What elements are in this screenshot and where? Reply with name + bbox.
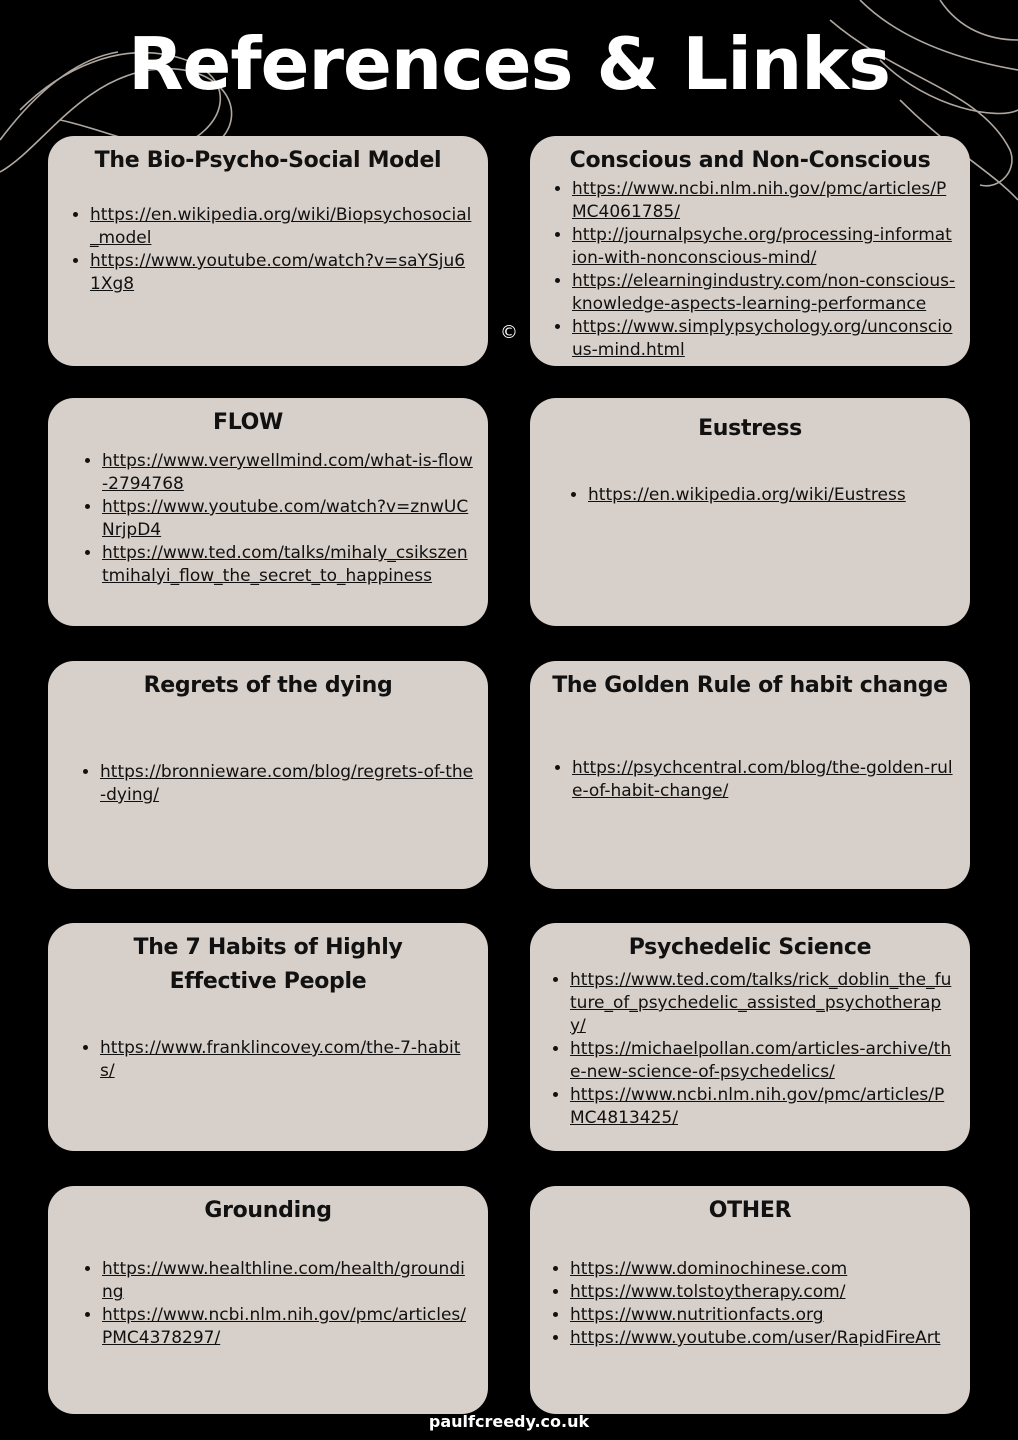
reference-link[interactable]: https://www.ncbi.nlm.nih.gov/pmc/articles/PMC4061785/ bbox=[572, 179, 947, 222]
card-title: FLOW bbox=[212, 410, 284, 435]
reference-link[interactable]: https://bronnieware.com/blog/regrets-of-the-dying/ bbox=[100, 762, 474, 805]
reference-link[interactable]: https://www.youtube.com/watch?v=saYSju61Xg8 bbox=[90, 251, 466, 294]
list-item bbox=[588, 484, 956, 507]
card-7-habits bbox=[48, 923, 488, 1151]
reference-link[interactable]: https://www.youtube.com/watch?v=znwUCNrjpD4 bbox=[102, 497, 469, 540]
card-title: The Golden Rule of habit change bbox=[552, 673, 948, 698]
reference-link[interactable]: https://www.verywellmind.com/what-is-flow-2794768 bbox=[102, 451, 473, 494]
card-title: The Bio-Psycho-Social Model bbox=[94, 148, 442, 173]
reference-link[interactable]: https://www.ted.com/talks/rick_doblin_the_future_of_psychedelic_assisted_psychotherapy/ bbox=[570, 970, 952, 1036]
card-other bbox=[530, 1186, 970, 1414]
card-title: Psychedelic Science bbox=[628, 935, 872, 960]
card-grounding bbox=[48, 1186, 488, 1414]
list-item bbox=[100, 1037, 474, 1083]
page-title: References & Links bbox=[128, 22, 890, 106]
link-list bbox=[544, 969, 956, 1130]
card-golden-rule-habit-change bbox=[530, 661, 970, 889]
list-item bbox=[572, 270, 956, 316]
card-flow bbox=[48, 398, 488, 626]
reference-link[interactable]: https://www.ncbi.nlm.nih.gov/pmc/articles/PMC4813425/ bbox=[570, 1085, 945, 1128]
reference-link[interactable]: https://en.wikipedia.org/wiki/Eustress bbox=[588, 485, 906, 505]
footer-website[interactable]: paulfcreedy.co.uk bbox=[428, 1412, 590, 1431]
reference-link[interactable]: https://www.dominochinese.com bbox=[570, 1259, 848, 1279]
reference-link[interactable]: https://en.wikipedia.org/wiki/Biopsychosocial_model bbox=[90, 205, 472, 248]
list-item bbox=[102, 496, 474, 542]
list-item bbox=[102, 450, 474, 496]
reference-link[interactable]: https://psychcentral.com/blog/the-golden-rule-of-habit-change/ bbox=[572, 758, 953, 801]
reference-link[interactable]: https://www.tolstoytherapy.com/ bbox=[570, 1282, 846, 1302]
list-item bbox=[572, 178, 956, 224]
reference-link[interactable]: https://elearningindustry.com/non-conscious-knowledge-aspects-learning-performance bbox=[572, 271, 956, 314]
link-list bbox=[544, 757, 956, 803]
list-item bbox=[102, 1258, 474, 1304]
link-list bbox=[62, 450, 474, 588]
list-item bbox=[90, 250, 474, 296]
link-list bbox=[62, 204, 474, 296]
reference-link[interactable]: https://www.youtube.com/user/RapidFireArt bbox=[570, 1328, 941, 1348]
card-title: Grounding bbox=[204, 1198, 332, 1223]
reference-link[interactable]: https://michaelpollan.com/articles-archive/the-new-science-of-psychedelics/ bbox=[570, 1039, 952, 1082]
list-item bbox=[570, 1258, 956, 1281]
card-regrets-of-the-dying bbox=[48, 661, 488, 889]
list-item bbox=[102, 542, 474, 588]
card-eustress bbox=[530, 398, 970, 626]
card-title: Regrets of the dying bbox=[143, 673, 393, 698]
link-list bbox=[544, 178, 956, 362]
list-item bbox=[570, 1038, 956, 1084]
link-list bbox=[62, 1037, 474, 1083]
card-conscious-non-conscious bbox=[530, 136, 970, 366]
reference-link[interactable]: https://www.simplypsychology.org/unconscious-mind.html bbox=[572, 317, 953, 360]
list-item bbox=[572, 224, 956, 270]
list-item bbox=[570, 1084, 956, 1130]
list-item bbox=[90, 204, 474, 250]
reference-link[interactable]: http://journalpsyche.org/processing-information-with-nonconscious-mind/ bbox=[572, 225, 952, 268]
reference-link[interactable]: https://www.ted.com/talks/mihaly_csikszentmihalyi_flow_the_secret_to_happiness bbox=[102, 543, 468, 586]
reference-link[interactable]: https://www.healthline.com/health/grounding bbox=[102, 1259, 465, 1302]
card-title: Eustress bbox=[698, 416, 802, 441]
link-list bbox=[544, 484, 956, 507]
card-title: The 7 Habits of Highly Effective People bbox=[133, 935, 403, 994]
link-list bbox=[62, 761, 474, 807]
card-title: Conscious and Non-Conscious bbox=[569, 148, 931, 173]
reference-link[interactable]: https://www.franklincovey.com/the-7-habits/ bbox=[100, 1038, 461, 1081]
list-item bbox=[570, 969, 956, 1038]
card-bio-psycho-social bbox=[48, 136, 488, 366]
list-item bbox=[102, 1304, 474, 1350]
list-item bbox=[570, 1304, 956, 1327]
reference-link[interactable]: https://www.ncbi.nlm.nih.gov/pmc/articles/PMC4378297/ bbox=[102, 1305, 466, 1348]
list-item bbox=[572, 316, 956, 362]
list-item bbox=[572, 757, 956, 803]
list-item bbox=[570, 1327, 956, 1350]
copyright-symbol: © bbox=[500, 322, 518, 343]
card-psychedelic-science bbox=[530, 923, 970, 1151]
link-list bbox=[62, 1258, 474, 1350]
list-item bbox=[100, 761, 474, 807]
link-list bbox=[544, 1258, 956, 1350]
list-item bbox=[570, 1281, 956, 1304]
card-title: OTHER bbox=[708, 1198, 792, 1223]
reference-link[interactable]: https://www.nutritionfacts.org bbox=[570, 1305, 824, 1325]
